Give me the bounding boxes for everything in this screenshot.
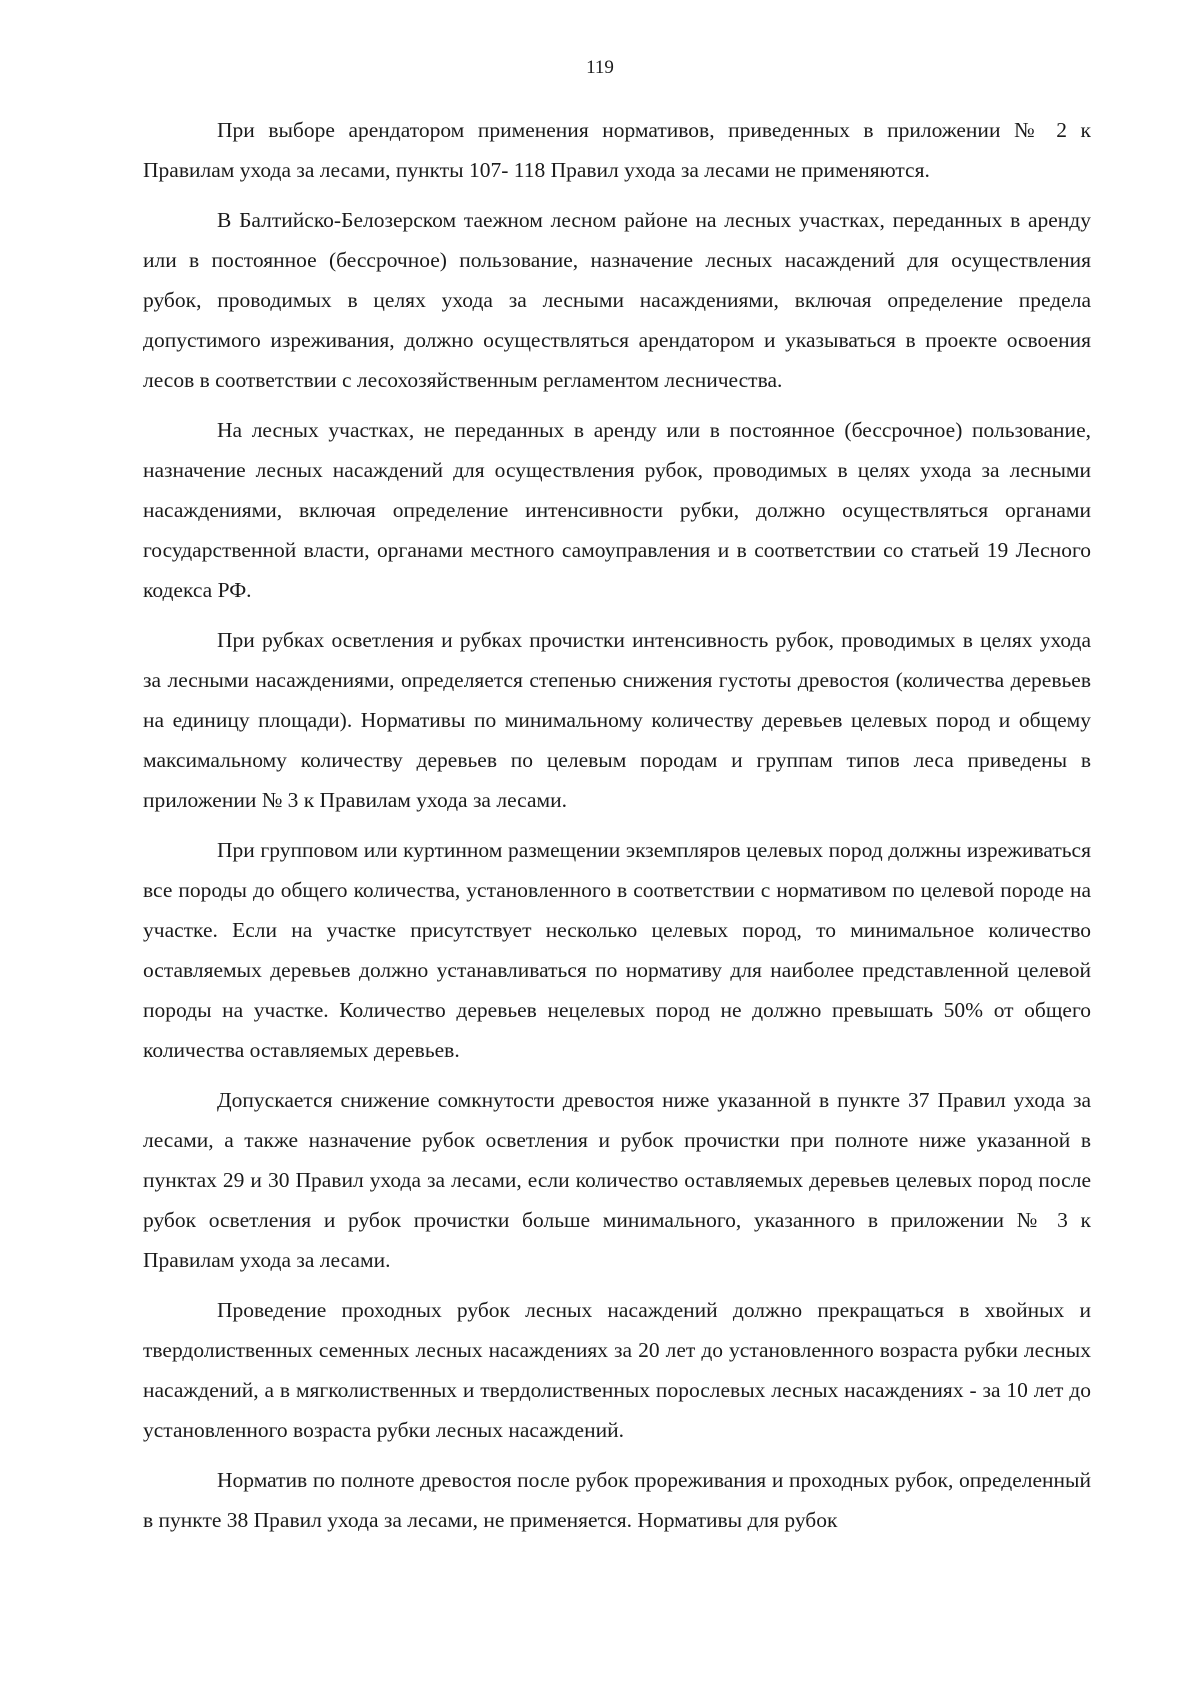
paragraph-density-normative: Норматив по полноте древостоя после рубок прореживания и проходных рубок, определенный в пункте 38 Правил ухода за лесами, не применяется. Нормативы для рубок — [143, 1468, 1091, 1532]
paragraph-lease-normatives: При выборе арендатором применения нормативов, приведенных в приложении № 2 к Правилам ухода за лесами, пункты 107- 118 Правил ухода за лесами не применяются. — [143, 118, 1091, 182]
paragraph-canopy-reduction: Допускается снижение сомкнутости древостоя ниже указанной в пункте 37 Правил ухода за лесами, а также назначение рубок осветления и рубок прочистки при полноте ниже указанной в пунктах 29 и 30 Правил ухода за лесами, если количество оставляемых деревьев целевых пород после рубок осветления и рубок прочистки больше минимального, указанного в приложении № 3 к Правилам ухода за лесами. — [143, 1088, 1091, 1272]
paragraph-group-placement: При групповом или куртинном размещении экземпляров целевых пород должны изреживаться все породы до общего количества, установленного в соответствии с нормативом по целевой породе на участке. Если на участке присутствует несколько целевых пород, то минимальное количество оставляемых деревьев должно устанавливаться по нормативу для наиболее представленной целевой породы на участке. Количество деревьев нецелевых пород не должно превышать 50% от общего количества оставляемых деревьев. — [143, 838, 1091, 1062]
document-body — [143, 110, 1091, 1550]
paragraph-baltic-belozersk-district: В Балтийско-Белозерском таежном лесном районе на лесных участках, переданных в аренду или в постоянное (бессрочное) пользование, назначение лесных насаждений для осуществления рубок, проводимых в целях ухода за лесными насаждениями, включая определение предела допустимого изреживания, должно осуществляться арендатором и указываться в проекте освоения лесов в соответствии с лесохозяйственным регламентом лесничества. — [143, 208, 1091, 392]
paragraph-thinning-intensity: При рубках осветления и рубках прочистки интенсивность рубок, проводимых в целях ухода за лесными насаждениями, определяется степенью снижения густоты древостоя (количества деревьев на единицу площади). Нормативы по минимальному количеству деревьев целевых пород и общему максимальному количеству деревьев по целевым породам и группам типов леса приведены в приложении № 3 к Правилам ухода за лесами. — [143, 628, 1091, 812]
paragraph-passage-cutting: Проведение проходных рубок лесных насаждений должно прекращаться в хвойных и твердолиственных семенных лесных насаждениях за 20 лет до установленного возраста рубки лесных насаждений, а в мягколиственных и твердолиственных порослевых лесных насаждениях - за 10 лет до установленного возраста рубки лесных насаждений. — [143, 1298, 1091, 1442]
page-number: 119 — [586, 57, 614, 78]
paragraph-unleased-plots: На лесных участках, не переданных в аренду или в постоянное (бессрочное) пользование, назначение лесных насаждений для осуществления рубок, проводимых в целях ухода за лесными насаждениями, включая определение интенсивности рубки, должно осуществляться органами государственной власти, органами местного самоуправления и в соответствии со статьей 19 Лесного кодекса РФ. — [143, 418, 1091, 602]
